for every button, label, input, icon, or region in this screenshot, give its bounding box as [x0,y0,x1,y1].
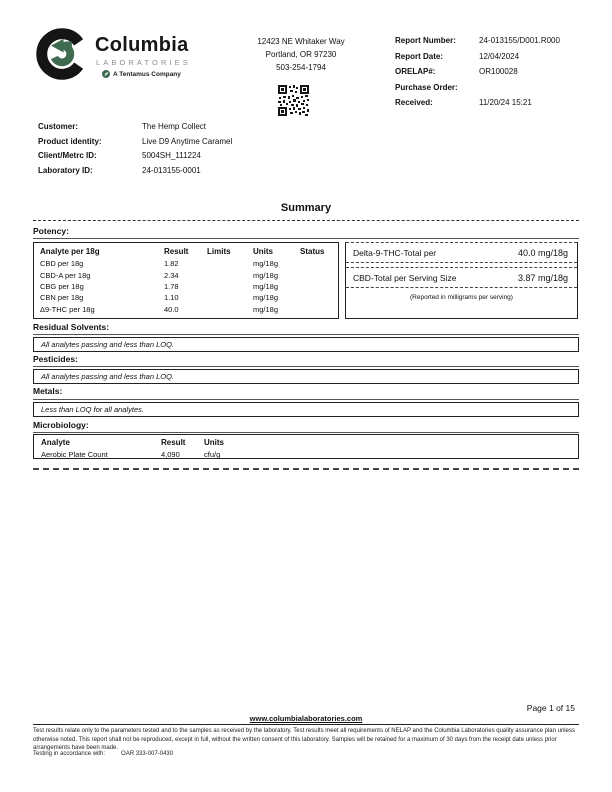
cell-units: mg/18g [253,293,279,303]
accordance-label: Testing in accordance with: [33,751,106,757]
report-number-value: 24-013155/D001.R000 [479,36,560,45]
metals-rule [33,399,579,400]
cell-result: 4,090 [161,449,180,459]
residual-solvents-label: Residual Solvents: [33,322,110,332]
report-info-row [395,98,560,107]
cell-result: 1.82 [164,259,179,269]
cell-analyte: CBG per 18g [40,281,84,291]
cbd-total-row [346,267,577,288]
report-info-row [395,52,560,61]
accordance-value: OAR 333-007-0430 [121,751,174,757]
thc-total-value: 40.0 mg/18g [517,247,568,258]
table-row [34,281,338,292]
thc-total-label: Delta-9-THC-Total per [353,247,437,258]
product-identity-value: Live D9 Anytime Caramel [142,136,233,146]
cell-analyte: CBN per 18g [40,293,84,303]
microbiology-label: Microbiology: [33,420,89,430]
customer-value: The Hemp Collect [142,122,207,131]
page-number: Page 1 of 15 [526,703,575,713]
laboratory-id-label: Laboratory ID: [38,165,93,175]
col-analyte: Analyte [41,438,70,447]
customer-row [38,151,232,160]
cell-units: mg/18g [253,304,279,314]
table-row [34,448,578,460]
section-end-divider [33,468,579,470]
lab-address [226,35,376,75]
cell-analyte: CBD-A per 18g [40,270,91,280]
totals-note: (Reported in milligrams per serving) [410,294,513,301]
metals-text: Less than LOQ for all analytes. [41,405,144,414]
cell-limits [207,304,253,315]
accordance-line [33,751,173,757]
col-result: Result [161,438,186,447]
summary-divider [33,220,579,221]
client-metrc-id-label: Client/Metrc ID: [38,151,97,160]
client-metrc-id-value: 5004SH_111224 [142,151,201,160]
report-info-row [395,83,560,92]
tentamus-icon [102,70,110,78]
cell-analyte: CBD per 18g [40,259,84,269]
customer-row [38,166,232,175]
cell-result: 40.0 [164,304,179,314]
residual-solvents-result [33,337,579,352]
address-line1: 12423 NE Whitaker Way [257,37,345,46]
pesticides-label: Pesticides: [33,354,78,364]
customer-info [38,122,232,180]
report-info [395,36,560,114]
address-line3: 503-254-1794 [276,63,326,73]
cell-result: 1.78 [164,281,179,291]
pesticides-rule [33,366,579,367]
laboratory-id-value: 24-013155-0001 [142,165,201,175]
pesticides-result [33,369,579,384]
col-units: Units [253,247,273,256]
report-info-row [395,67,560,76]
cell-status [300,269,338,280]
table-row [34,292,338,303]
col-units: Units [204,438,224,447]
cell-status [300,292,338,303]
potency-header-row [34,243,338,258]
pesticides-text: All analytes passing and less than LOQ. [41,372,174,381]
customer-label: Customer: [38,122,79,131]
logo-name: Columbia [95,34,189,56]
col-limits: Limits [207,247,231,256]
cell-limits [207,281,253,292]
cell-limits [207,292,253,303]
cell-limits [207,258,253,269]
residual-solvents-text: All analytes passing and less than LOQ. [41,340,174,349]
residual-solvents-rule [33,334,579,335]
logo-subtitle: LABORATORIES [96,58,191,67]
thc-total-row [346,242,577,263]
cell-analyte: Δ9-THC per 18g [40,304,95,314]
logo-tagline [102,70,191,78]
metals-label: Metals: [33,386,63,396]
company-logo [36,28,191,80]
purchase-order-label: Purchase Order: [395,82,458,92]
microbiology-rule [33,432,579,433]
cell-units: mg/18g [253,259,279,269]
potency-table [33,242,339,319]
orelap-value: OR100028 [479,67,518,76]
cell-status [300,281,338,292]
col-status: Status [300,247,325,256]
received-value: 11/20/24 15:21 [479,98,532,107]
cell-result: 1.10 [164,293,179,303]
cell-units: cfu/g [204,449,221,459]
tagline-text: A Tentamus Company [113,70,181,78]
col-result: Result [164,247,189,256]
footer-disclaimer: Test results relate only to the parameters tested and to the samples as received by the laboratory. Test results meet all requirements of NELAP and the Columbia Laboratories quality assurance plan unless otherwise noted. This report shall not be reproduced, except in full, without the written consent of this laboratory. Samples will be retained for a maximum of 30 days from the receipt date unless prior arrangements have been made. [33,728,575,752]
footer-rule [33,724,579,725]
table-row [34,269,338,280]
website-link[interactable]: www.columbialaboratories.com [249,714,363,723]
cell-status [300,258,338,269]
columbia-logo-icon [36,28,88,80]
report-date-value: 12/04/2024 [479,51,520,61]
cell-status [300,304,338,315]
table-row [34,304,338,315]
cell-result: 2.34 [164,270,179,280]
customer-row [38,137,232,146]
cbd-total-value: 3.87 mg/18g [517,272,568,283]
cell-units: mg/18g [253,281,279,291]
microbiology-table [33,434,579,459]
qr-code-icon [277,84,310,117]
orelap-label: ORELAP#: [395,67,436,76]
potency-section-label: Potency: [33,226,69,236]
cell-units: mg/18g [253,270,279,280]
customer-row [38,122,232,131]
address-line2: Portland, OR 97230 [265,50,337,60]
potency-rule [33,238,579,239]
micro-header-row [34,435,578,448]
cbd-total-label: CBD-Total per Serving Size [353,272,457,283]
report-info-row [395,36,560,45]
report-number-label: Report Number: [395,36,456,45]
cell-limits [207,269,253,280]
summary-title: Summary [280,202,332,214]
col-analyte: Analyte per 18g [40,247,100,256]
cell-analyte: Aerobic Plate Count [41,449,108,459]
table-row [34,258,338,269]
metals-result [33,402,579,417]
report-date-label: Report Date: [395,51,444,61]
product-identity-label: Product identity: [38,136,102,146]
totals-box [345,242,578,319]
received-label: Received: [395,98,433,107]
